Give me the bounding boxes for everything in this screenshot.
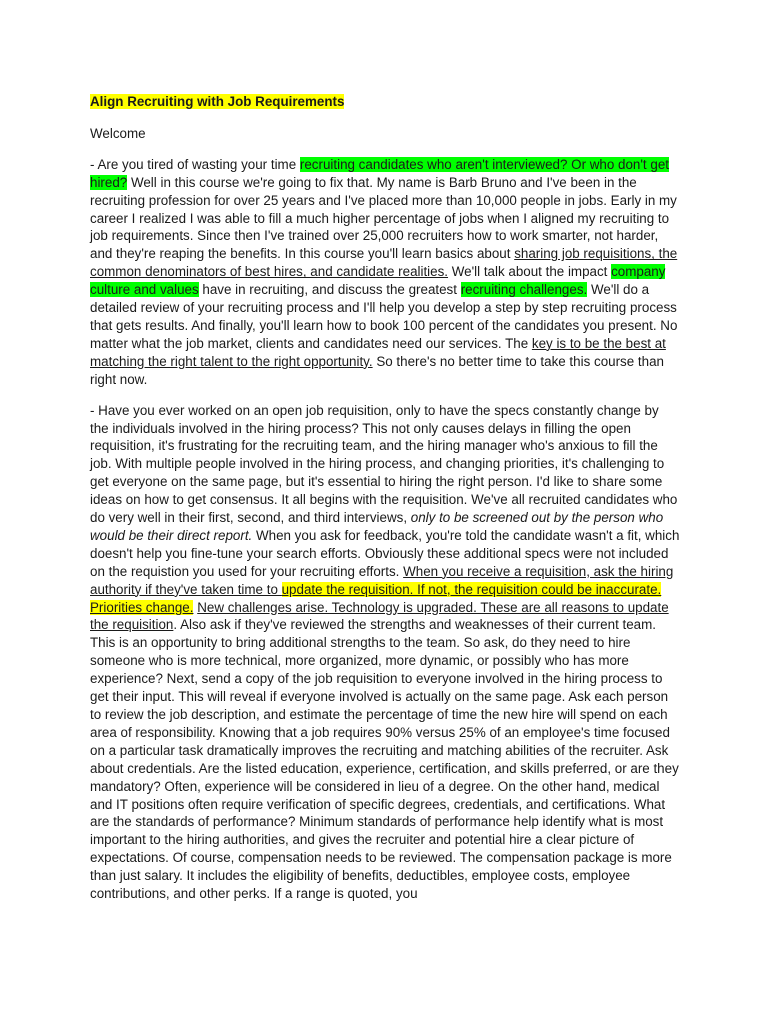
text-run: We'll talk about the impact xyxy=(448,264,612,280)
text-run: So there's no better time to take this course than right now. xyxy=(90,353,664,387)
highlighted-text: company culture and values xyxy=(90,264,666,298)
underlined-text: New challenges arise. Technology is upgraded. These are all reasons to update the requisition xyxy=(90,599,669,633)
text-run: - Are you tired of wasting your time xyxy=(90,156,300,172)
title-line xyxy=(90,93,680,111)
highlighted-text: update the requisition. If not, the requisition could be inaccurate. Priorities change. xyxy=(90,581,662,615)
text-run: When you ask for feedback, you're told the candidate wasn't a fit, which doesn't help you fine-tune your search efforts. Obviously these additional specs were not included on the requistion you used for your recruiting efforts. xyxy=(90,527,680,579)
italic-text: only to be screened out by the person who would be their direct report. xyxy=(90,510,664,543)
text-run: - Have you ever worked on an open job requisition, only to have the specs constantly change by the individuals involved in the hiring process? This not only causes delays in filling the open requisition, it's frustrating for the recruiting team, and the hiring manager who's anxious to fill the job. With multiple people involved in the hiring process, and changing priorities, it's challenging to get everyone on the same page, but it's essential to hiring the right person. I'd like to share some ideas on how to get consensus. It all begins with the requisition. We've all recruited candidates who do very well in their first, second, and third interviews, xyxy=(90,402,678,526)
highlighted-text: recruiting challenges. xyxy=(460,282,588,298)
text-run: . Also ask if they've reviewed the strengths and weaknesses of their current team. This is an opportunity to bring additional strengths to the team. So ask, do they need to hire someone who is more technical, more organized, more dynamic, or possibly who has more experience? Next, send a copy of the job requisition to everyone involved in the hiring process to get their input. This will reveal if everyone involved is actually on the same page. Ask each person to review the job description, and estimate the percentage of time the new hire will spend on each area of responsibility. Knowing that a job requires 90% versus 25% of an employee's time focused on a particular task dramatically improves the recruiting and matching abilities of the recruiter. Ask about credentials. Are the listed education, experience, certification, and skills preferred, or are they mandatory? Often, experience will be considered in lieu of a degree. On the other hand, medical and IT positions often require verification of specific degrees, credentials, and certifications. What are the standards of performance? Minimum standards of performance help identify what is most important to the hiring authorities, and gives the recruiter and potential hire a clear picture of expectations. Of course, compensation needs to be reviewed. The compensation package is more than just salary. It includes the eligibility of benefits, deductibles, employee costs, employee contributions, and other perks. If a range is quoted, you xyxy=(90,617,679,902)
welcome-heading: Welcome xyxy=(90,125,146,141)
paragraph xyxy=(90,402,680,903)
paragraphs-container xyxy=(90,156,680,903)
text-run: Well in this course we're going to fix that. My name is Barb Bruno and I've been in the recruiting profession for over 25 years and I've placed more than 10,000 people in jobs. Early in my career I realized I was able to fill a much higher percentage of jobs when I aligned my recruiting to job requirements. Since then I've trained over 25,000 recruiters how to work smarter, not harder, and they're reaping the benefits. In this course you'll learn basics about xyxy=(90,174,677,262)
text-run: have in recruiting, and discuss the greatest xyxy=(198,282,461,298)
highlighted-text: recruiting candidates who aren't interviewed? Or who don't get hired? xyxy=(90,156,669,190)
paragraph xyxy=(90,156,680,389)
underlined-text: sharing job requisitions, the common denominators of best hires, and candidate realities. xyxy=(90,246,678,280)
underlined-text: key is to be the best at matching the right talent to the right opportunity. xyxy=(90,335,666,369)
text-run: We'll do a detailed review of your recruiting process and I'll help you develop a step by step recruiting process that gets results. And finally, you'll learn how to book 100 percent of the candidates you present. No matter what the job market, clients and candidates need our services. The xyxy=(90,282,678,351)
underlined-text: When you receive a requisition, ask the hiring authority if they've taken time to xyxy=(90,563,674,597)
document-body xyxy=(90,93,680,916)
document-title: Align Recruiting with Job Requirements xyxy=(90,94,345,109)
